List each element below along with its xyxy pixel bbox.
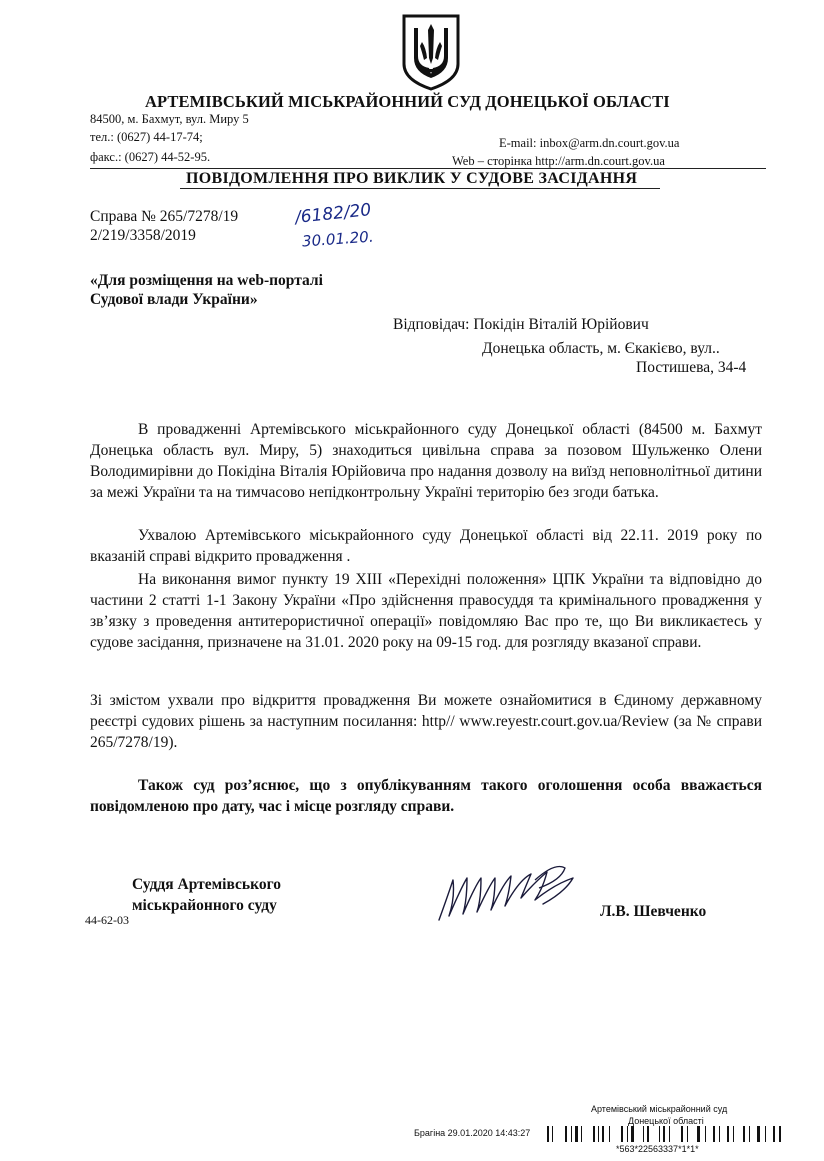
paragraph-summons: На виконання вимог пункту 19 ХІІІ «Перехідні положення» ЦПК України та відповідно до частини 2 статті 1-1 Закону України «Про здійснення правосуддя та кримінального провадження у зв’язку з проведення антитерористичної операції» повідомляю Вас про те, що Ви викликаєтесь у судове засідання, призначене на 31.01. 2020 року на 09-15 год. для розгляду вказаної справи. — [90, 571, 762, 651]
paragraph-clarification: Також суд роз’яснює, що з опублікуванням такого оголошення особа вважається повідомленою про дату, час і місце розгляду справи. — [90, 777, 762, 815]
handwritten-date: 30.01.20. — [301, 227, 375, 251]
court-email: E-mail: inbox@arm.dn.court.gov.ua — [499, 136, 680, 150]
stamp-court-region: Донецької області — [628, 1116, 704, 1126]
handwritten-signature-icon — [435, 858, 585, 928]
case-number: Справа № 265/7278/19 — [90, 208, 239, 225]
paragraph-registry-link: Зі змістом ухвали про відкриття провадження Ви можете ознайомитися в Єдиному державному реєстрі судових рішень за наступним посилання: http// www.reyestr.court.gov.ua/Review (за № справи 265/7278/19). — [90, 692, 762, 751]
court-website: Web – сторінка http://arm.dn.court.gov.ua — [452, 154, 665, 168]
court-fax: факс.: (0627) 44-52-95. — [90, 150, 211, 164]
portal-note-line1: «Для розміщення на web-порталі — [90, 272, 323, 289]
paragraph-case-description: В провадженні Артемівського міськрайонного суду Донецької області (84500 м. Бахмут Донецька область вул. Миру, 5) знаходиться цивільна справа за позовом Шульженко Олени Володимирівни до Покідіна Віталія Юрійовича про надання дозволу на виїзд неповнолітньої дитини за межі України та на тимчасово непідконтрольну Україні територію без згоди батька. — [90, 421, 762, 501]
respondent-name: Відповідач: Покідін Віталій Юрійович — [393, 316, 649, 333]
respondent-address-line1: Донецька область, м. Єкакієво, вул.. — [482, 340, 720, 357]
barcode-icon — [547, 1126, 783, 1142]
document-code: 44-62-03 — [85, 913, 129, 927]
barcode-number: *563*22563337*1*1* — [616, 1144, 699, 1154]
handwritten-reference: /6182/20 — [294, 200, 373, 228]
trident-emblem-icon — [400, 12, 462, 92]
title-underline — [180, 188, 660, 189]
court-name: АРТЕМІВСЬКИЙ МІСЬКРАЙОННИЙ СУД ДОНЕЦЬКОЇ ОБЛАСТІ — [145, 92, 670, 111]
respondent-address-line2: Постишева, 34-4 — [636, 359, 747, 376]
judge-title-line2: міськрайонного суду — [132, 897, 277, 914]
header-divider — [90, 168, 766, 169]
court-phone: тел.: (0627) 44-17-74; — [90, 130, 203, 144]
portal-note-line2: Судової влади України» — [90, 291, 258, 308]
judge-name: Л.В. Шевченко — [600, 903, 707, 920]
proceeding-number: 2/219/3358/2019 — [90, 227, 196, 244]
notice-title: ПОВІДОМЛЕННЯ ПРО ВИКЛИК У СУДОВЕ ЗАСІДАННЯ — [186, 170, 638, 187]
judge-title-line1: Суддя Артемівського — [132, 876, 282, 893]
court-address: 84500, м. Бахмут, вул. Миру 5 — [90, 112, 249, 126]
stamp-court-name: Артемівський міськрайонний суд — [591, 1104, 728, 1114]
registration-stamp: Брагіна 29.01.2020 14:43:27 — [414, 1128, 531, 1138]
paragraph-ruling: Ухвалою Артемівського міськрайонного суду Донецької області від 22.11. 2019 року по вказаній справі відкрито провадження . — [90, 527, 762, 565]
